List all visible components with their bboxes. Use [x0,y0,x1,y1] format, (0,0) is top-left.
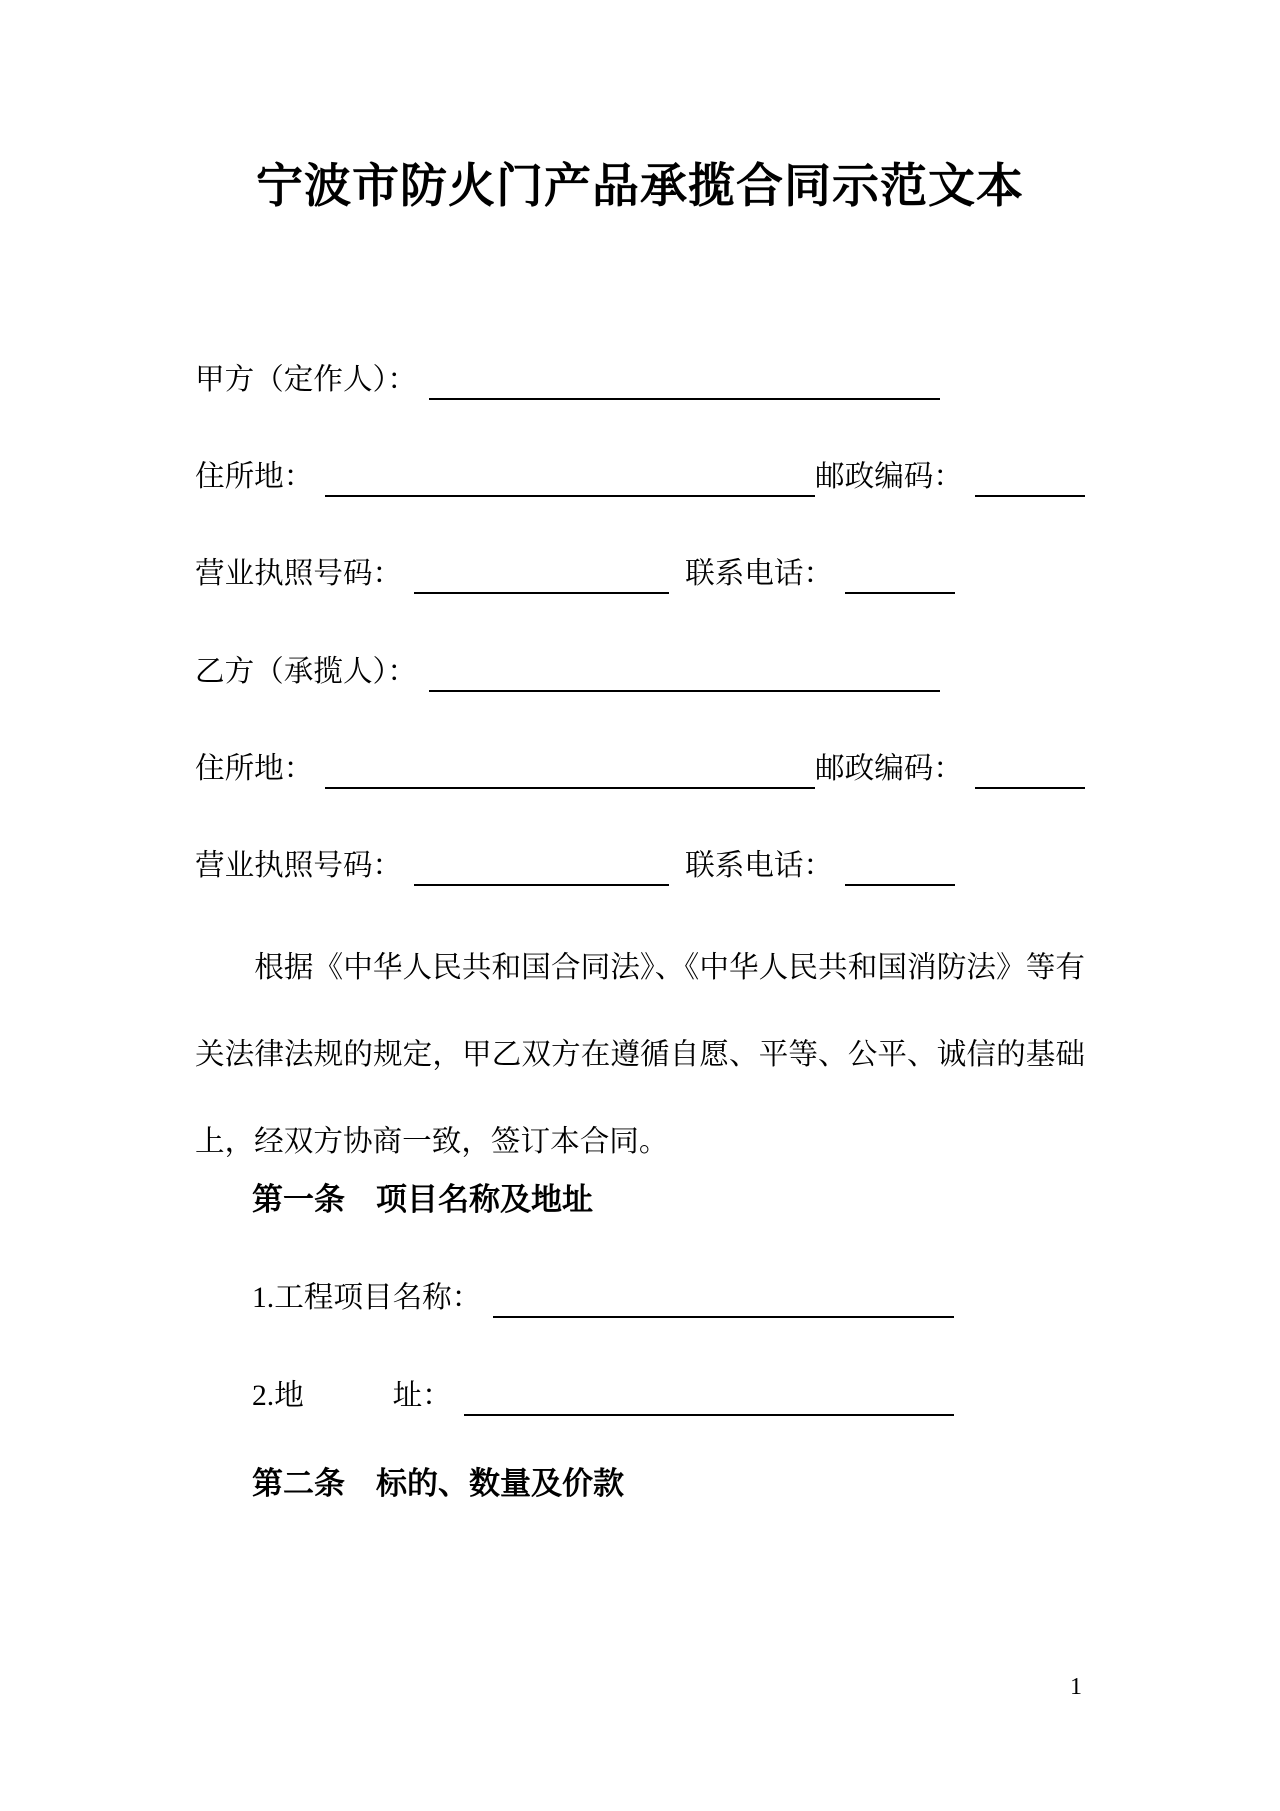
party-b-address-row [195,749,1085,789]
project-name-row [252,1278,954,1318]
party-b-name-blank [429,656,940,692]
party-a-name-label: 甲方（定作人）： [195,364,417,396]
party-b-license-blank [414,850,669,886]
project-address-row [252,1376,954,1416]
party-a-postal-blank [975,461,1085,497]
party-a-phone-label: 联系电话： [685,558,834,590]
party-a-license-row [195,554,955,594]
article-1-heading: 第一条 项目名称及地址 [252,1182,593,1217]
party-a-name-row [195,360,940,400]
party-a-address-label: 住所地： [195,461,314,493]
party-b-phone-label: 联系电话： [685,850,834,882]
project-name-label: 1.工程项目名称： [252,1282,482,1314]
party-a-address-row [195,457,1085,497]
article-2-heading: 第二条 标的、数量及价款 [252,1466,624,1501]
party-b-address-label: 住所地： [195,753,314,785]
party-b-license-row [195,846,955,886]
project-address-label: 2.地 址： [252,1380,452,1412]
party-b-postal-blank [975,753,1085,789]
party-b-phone-blank [845,850,955,886]
party-b-postal-label: 邮政编码： [815,753,963,785]
preamble-paragraph: 根据《中华人民共和国合同法》、《中华人民共和国消防法》等有关法律法规的规定，甲乙双方在遵循自愿、平等、公平、诚信的基础上，经双方协商一致，签订本合同。 [195,952,1085,1158]
party-a-license-blank [414,558,669,594]
party-a-phone-blank [845,558,955,594]
party-b-address-blank [325,753,815,789]
party-a-license-label: 营业执照号码： [195,558,403,590]
party-b-name-label: 乙方（承揽人）： [195,656,417,688]
page-number: 1 [1070,1674,1082,1700]
party-b-name-row [195,652,940,692]
project-name-blank [493,1282,954,1318]
party-a-postal-label: 邮政编码： [815,461,963,493]
document-title: 宁波市防火门产品承揽合同示范文本 [256,161,1024,213]
party-a-name-blank [429,364,940,400]
project-address-blank [464,1380,954,1416]
party-a-address-blank [325,461,815,497]
party-b-license-label: 营业执照号码： [195,850,403,882]
